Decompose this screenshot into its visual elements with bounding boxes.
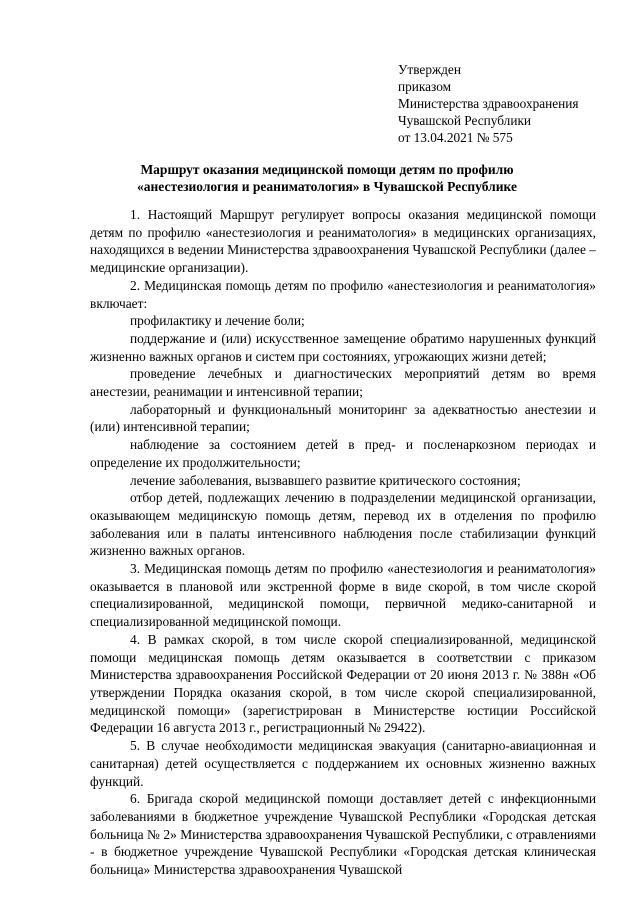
document-body [90,206,596,879]
list-item: поддержание и (или) искусственное замещение обратимо нарушенных функций жизненно важных органов и систем при состояниях, угрожающих жизни детей; [90,330,596,364]
paragraph: 6. Бригада скорой медицинской помощи доставляет детей с инфекционными заболеваниями в бюджетное учреждение Чувашской Республики «Городская детская больница № 2» Министерства здравоохранения Чувашской Республики, с отравлениями - в бюджетное учреждение Чувашской Республики «Городская детская клиническая больница» Министерства здравоохранения Чувашской [90,791,596,878]
approval-line: Утвержден [398,62,461,77]
paragraph: 3. Медицинская помощь детям по профилю «анестезиология и реаниматология» оказывается в плановой или экстренной форме в виде скорой, в том числе скорой специализированной, медицинской помощи, первичной медико-санитарной и специализированной медицинской помощи. [90,561,596,630]
paragraph: 1. Настоящий Маршрут регулирует вопросы оказания медицинской помощи детям по профилю «анестезиология и реаниматология» в медицинских организациях, находящихся в ведении Министерства здравоохранения Чувашской Республики (далее – медицинские организации). [90,207,596,276]
document-title [82,161,572,195]
list-item: проведение лечебных и диагностических мероприятий детям во время анестезии, реанимации и интенсивной терапии; [90,366,596,400]
paragraph: 2. Медицинская помощь детям по профилю «анестезиология и реаниматология» включает: [90,277,596,311]
list-item: лабораторный и функциональный мониторинг за адекватностью анестезии и (или) интенсивной терапии; [90,401,596,435]
title-line: Маршрут оказания медицинской помощи детям по профилю [140,162,514,177]
title-line: «анестезиология и реаниматология» в Чувашской Республике [137,179,517,194]
paragraph: 4. В рамках скорой, в том числе скорой специализированной, медицинской помощи медицинская помощь детям оказывается в соответствии с приказом Министерства здравоохранения Российской Федерации от 20 июня 2013 г. № 388н «Об утверждении Порядка оказания скорой, в том числе скорой специализированной, медицинской помощи» (зарегистрирован в Министерстве юстиции Российской Федерации 16 августа 2013 г., регистрационный № 29422). [90,631,596,736]
approval-line: от 13.04.2021 № 575 [398,130,513,145]
approval-line: Министерства здравоохранения [398,96,579,111]
list-item: профилактику и лечение боли; [130,313,305,329]
approval-line: приказом [398,79,452,94]
list-item: наблюдение за состоянием детей в пред- и посленаркозном периодах и определение их продолжительности; [90,437,596,470]
list-item: лечение заболевания, вызвавшего развитие критического состояния; [130,472,521,488]
approval-block [398,61,579,146]
list-item: отбор детей, подлежащих лечению в подразделении медицинской организации, оказывающем медицинскую помощь детям, перевод их в отделения по профилю заболевания или в палаты интенсивного наблюдения после стабилизации функций жизненно важных органов. [90,490,596,559]
paragraph: 5. В случае необходимости медицинская эвакуация (санитарно-авиационная и санитарная) детей осуществляется с поддержанием их основных жизненно важных функций. [90,738,596,789]
approval-line: Чувашской Республики [398,113,532,128]
